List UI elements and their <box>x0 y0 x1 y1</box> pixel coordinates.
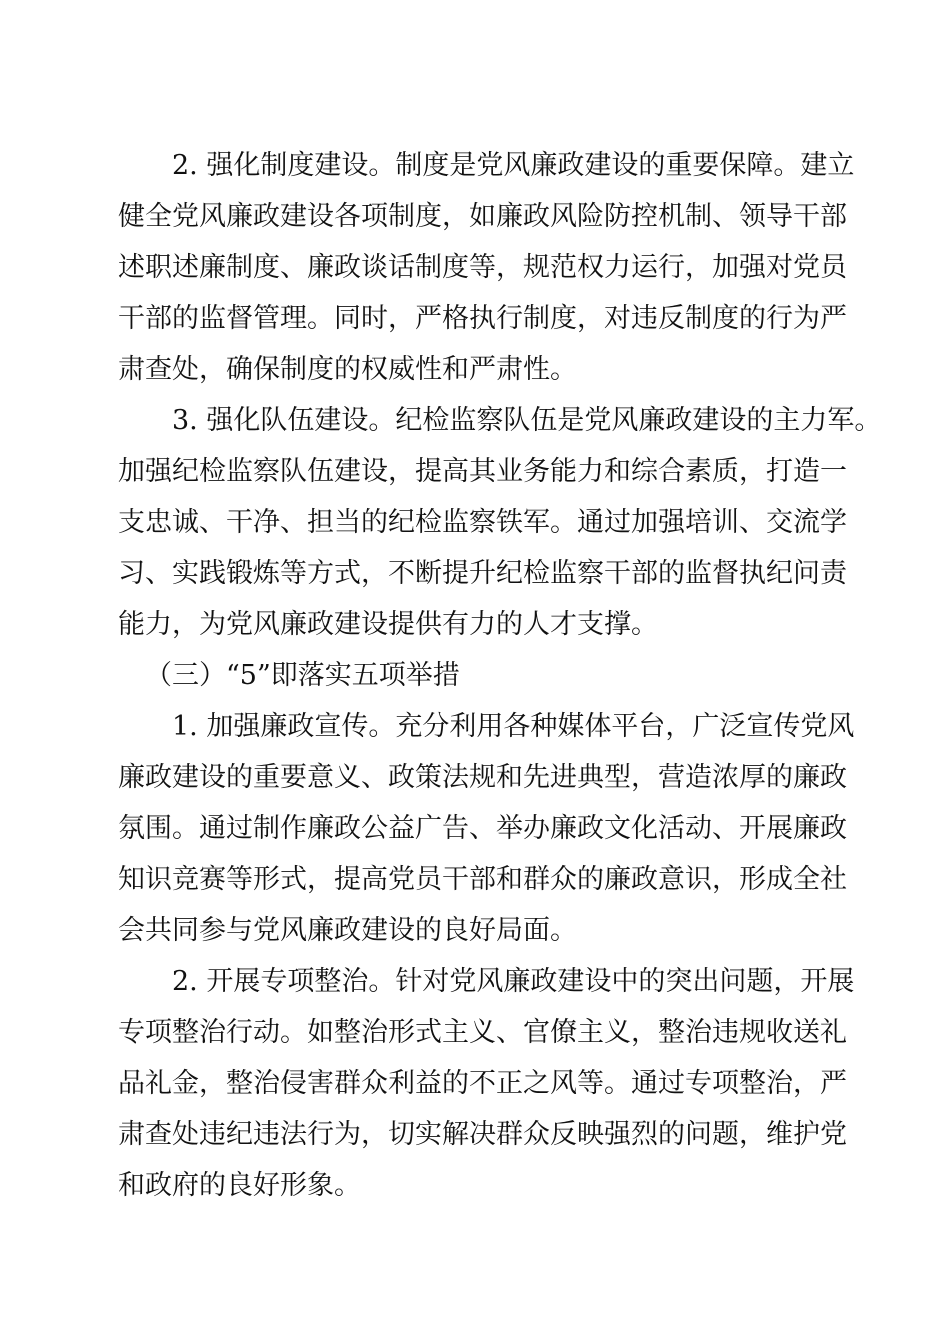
section-heading-text: （三）“5”即落实五项举措 <box>145 660 460 691</box>
paragraph-line: 健全党风廉政建设各项制度，如廉政风险防控机制、领导干部 <box>118 201 847 232</box>
paragraph-line: 述职述廉制度、廉政谈话制度等，规范权力运行，加强对党员 <box>118 252 847 283</box>
paragraph-team-building <box>118 395 882 650</box>
paragraph-institution-building <box>118 140 855 395</box>
paragraph-line: 2. 强化制度建设。制度是党风廉政建设的重要保障。建立 <box>172 150 855 181</box>
paragraph-line: 能力，为党风廉政建设提供有力的人才支撑。 <box>118 609 658 640</box>
paragraph-line: 支忠诚、干净、担当的纪检监察铁军。通过加强培训、交流学 <box>118 507 847 538</box>
paragraph-line: 氛围。通过制作廉政公益广告、举办廉政文化活动、开展廉政 <box>118 813 847 844</box>
paragraph-line: 加强纪检监察队伍建设，提高其业务能力和综合素质，打造一 <box>118 456 847 487</box>
paragraph-line: 干部的监督管理。同时，严格执行制度，对违反制度的行为严 <box>118 303 847 334</box>
document-body <box>118 140 882 1211</box>
paragraph-special-rectification <box>118 956 855 1211</box>
paragraph-line: 廉政建设的重要意义、政策法规和先进典型，营造浓厚的廉政 <box>118 762 847 793</box>
paragraph-line: 1. 加强廉政宣传。充分利用各种媒体平台，广泛宣传党风 <box>172 711 855 742</box>
paragraph-line: 和政府的良好形象。 <box>118 1170 361 1201</box>
paragraph-line: 专项整治行动。如整治形式主义、官僚主义，整治违规收送礼 <box>118 1017 847 1048</box>
paragraph-line: 知识竞赛等形式，提高党员干部和群众的廉政意识，形成全社 <box>118 864 847 895</box>
paragraph-line: 3. 强化队伍建设。纪检监察队伍是党风廉政建设的主力军。 <box>172 405 882 436</box>
section-heading <box>118 650 830 701</box>
paragraph-line: 2. 开展专项整治。针对党风廉政建设中的突出问题，开展 <box>172 966 855 997</box>
paragraph-line: 肃查处，确保制度的权威性和严肃性。 <box>118 354 577 385</box>
paragraph-integrity-publicity <box>118 701 855 956</box>
paragraph-line: 品礼金，整治侵害群众利益的不正之风等。通过专项整治，严 <box>118 1068 847 1099</box>
paragraph-line: 肃查处违纪违法行为，切实解决群众反映强烈的问题，维护党 <box>118 1119 847 1150</box>
paragraph-line: 会共同参与党风廉政建设的良好局面。 <box>118 915 577 946</box>
paragraph-line: 习、实践锻炼等方式，不断提升纪检监察干部的监督执纪问责 <box>118 558 847 589</box>
